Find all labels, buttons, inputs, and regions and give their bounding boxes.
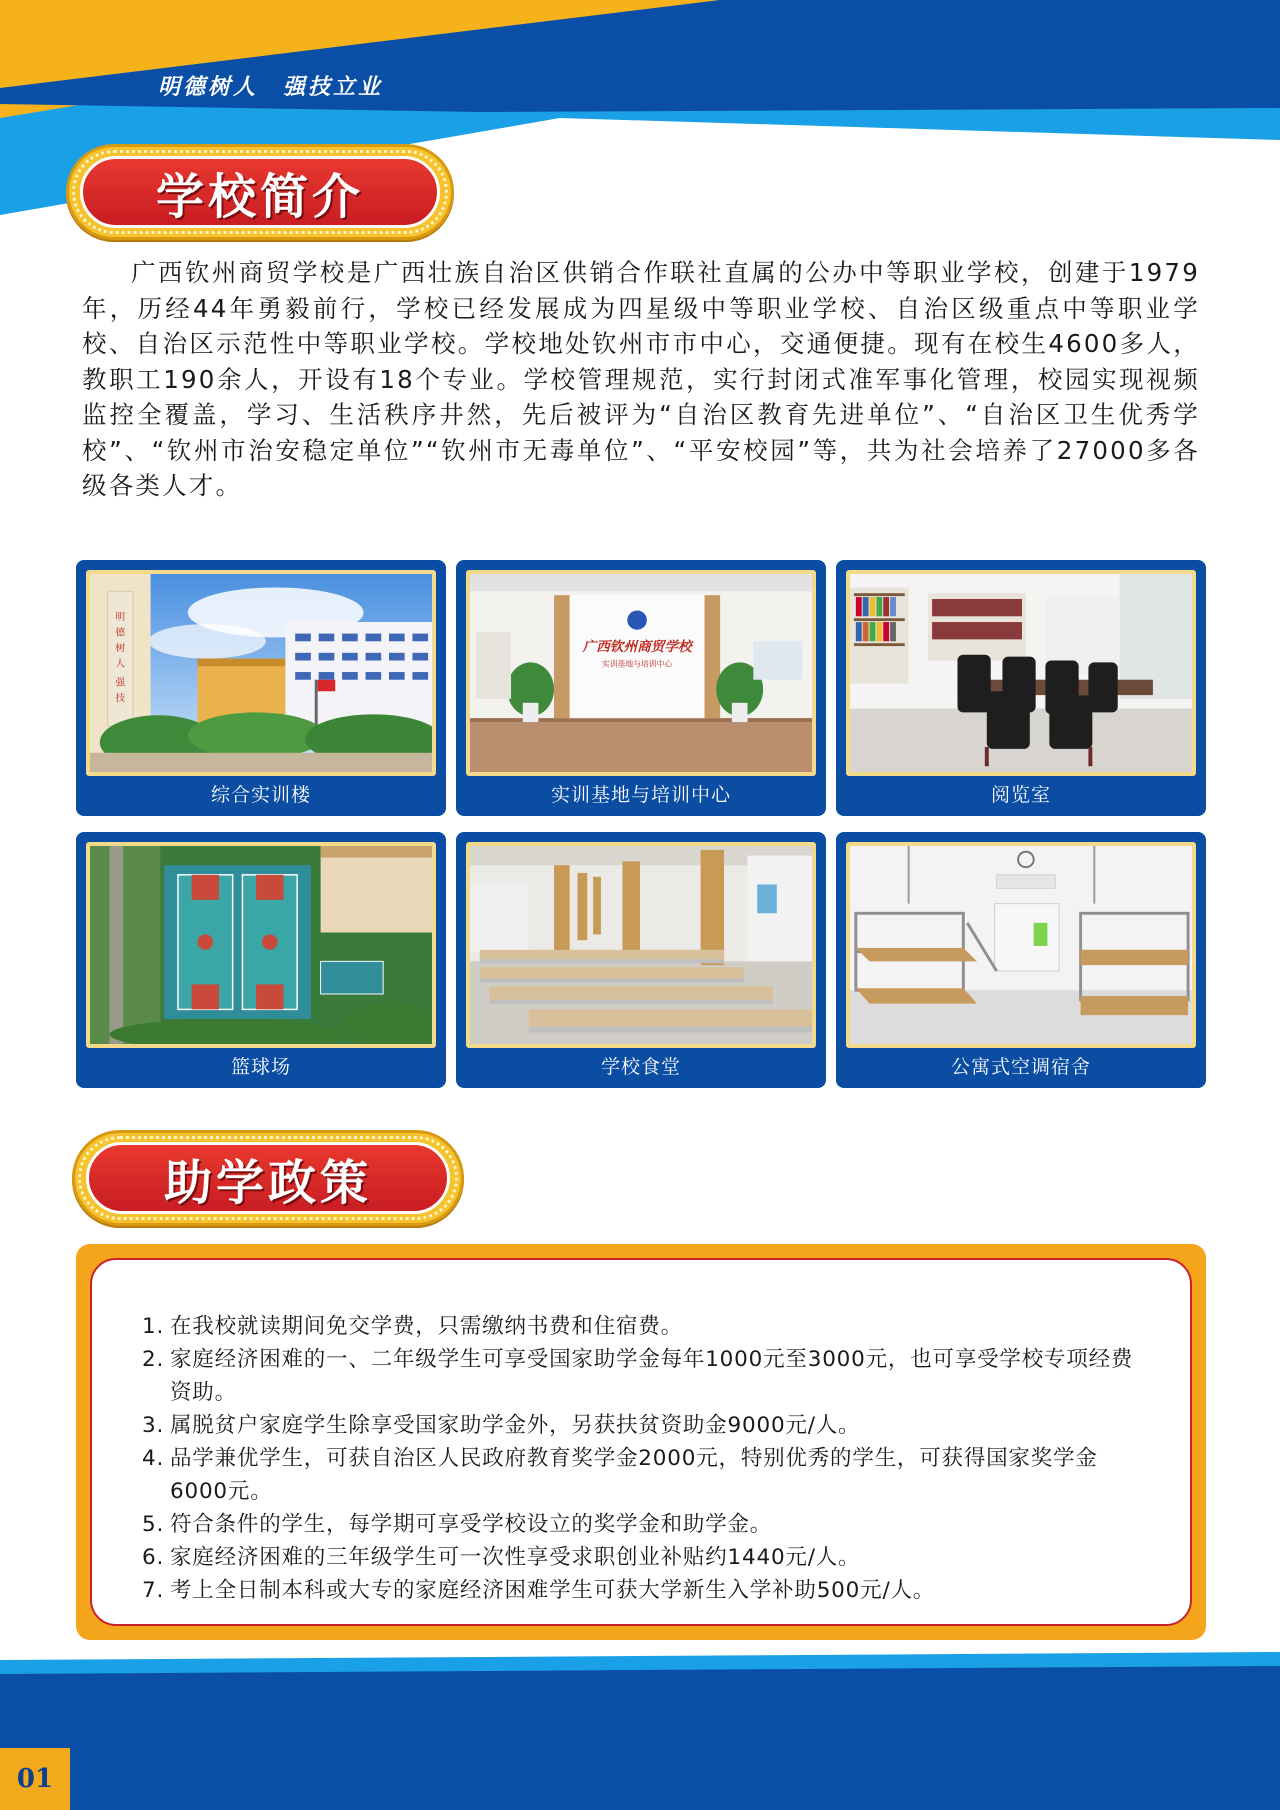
policy-item [142,1541,1150,1574]
intro-title-badge [66,144,454,240]
intro-title: 学校简介 [155,168,364,225]
policy-item [142,1574,1150,1607]
policy-item [142,1310,1150,1343]
gallery-card [76,832,446,1088]
policy-title-badge [72,1130,464,1226]
policy-item-text: 考上全日制本科或大专的家庭经济困难学生可获大学新生入学补助500元/人。 [170,1578,936,1603]
policy-title: 助学政策 [163,1154,372,1211]
gallery-caption: 综合实训楼 [210,784,311,806]
policy-item-number: 1. [142,1314,165,1339]
reading-room-photo [846,570,1196,776]
policy-item-text: 家庭经济困难的三年级学生可一次性享受求职创业补贴约1440元/人。 [170,1545,861,1570]
gallery-caption: 阅览室 [990,784,1051,806]
gallery-card [836,560,1206,816]
svg-text:强: 强 [115,677,126,689]
policy-item-text: 符合条件的学生，每学期可享受学校设立的奖学金和助学金。 [170,1512,773,1537]
policy-item-number: 5. [142,1512,165,1537]
page-number: 01 [0,1748,70,1810]
canteen-photo [466,842,816,1048]
policy-panel [76,1244,1206,1640]
lobby-sign-sub: 实训基地与培训中心 [601,659,673,669]
policy-panel-inner [90,1258,1192,1626]
gallery-caption: 篮球场 [230,1056,291,1078]
policy-item [142,1508,1150,1541]
policy-item-number: 7. [142,1578,165,1603]
policy-item [142,1343,1150,1409]
policy-item-text: 属脱贫户家庭学生除享受国家助学金外，另获扶贫资助金9000元/人。 [170,1413,861,1438]
policy-item-text: 在我校就读期间免交学费，只需缴纳书费和住宿费。 [170,1314,683,1339]
gallery-card [456,560,826,816]
dormitory-photo [846,842,1196,1048]
intro-paragraph: 广西钦州商贸学校是广西壮族自治区供销合作联社直属的公办中等职业学校，创建于1979年，历经44年勇毅前行，学校已经发展成为四星级中等职业学校、自治区级重点中等职业学校、自治区示范性中等职业学校。学校地处钦州市市中心，交通便捷。现有在校生4600多人，教职工190余人，开设有18个专业。学校管理规范，实行封闭式准军事化管理，校园实现视频监控全覆盖，学习、生活秩序井然，先后被评为“自治区教育先进单位”、“自治区卫生优秀学校”、“钦州市治安稳定单位”“钦州市无毒单位”、“平安校园”等，共为社会培养了27000多各级各类人才。 [82,258,1200,500]
policy-item-number: 6. [142,1545,165,1570]
svg-text:德: 德 [115,627,126,639]
basketball-court-photo [86,842,436,1048]
gallery-card [456,832,826,1088]
policy-item-text: 品学兼优学生，可获自治区人民政府教育奖学金2000元，特别优秀的学生，可获得国家奖学金6000元。 [170,1446,1098,1504]
svg-text:树: 树 [115,642,126,654]
svg-text:技: 技 [115,692,126,704]
gallery-caption: 公寓式空调宿舍 [950,1056,1091,1078]
policy-item-text: 家庭经济困难的一、二年级学生可享受国家助学金每年1000元至3000元，也可享受学校专项经费资助。 [170,1347,1134,1405]
lobby-sign: 广西钦州商贸学校 [582,638,692,655]
svg-text:人: 人 [115,658,126,670]
policy-item [142,1409,1150,1442]
policy-item [142,1442,1150,1508]
policy-item-number: 2. [142,1347,165,1372]
photo-gallery [76,560,1206,1088]
svg-text:明: 明 [115,612,126,624]
gallery-card [76,560,446,816]
footer-banner [0,1652,1280,1810]
training-center-lobby-photo [466,570,816,776]
policy-item-number: 3. [142,1413,165,1438]
header-slogan: 明德树人 强技立业 [158,74,384,100]
gallery-card [836,832,1206,1088]
gallery-caption: 学校食堂 [600,1056,681,1078]
footer-banner-graphic [0,1652,1280,1810]
policy-item-number: 4. [142,1446,165,1471]
policy-list [142,1310,1150,1607]
gallery-caption: 实训基地与培训中心 [550,784,731,806]
training-building-photo [86,570,436,776]
